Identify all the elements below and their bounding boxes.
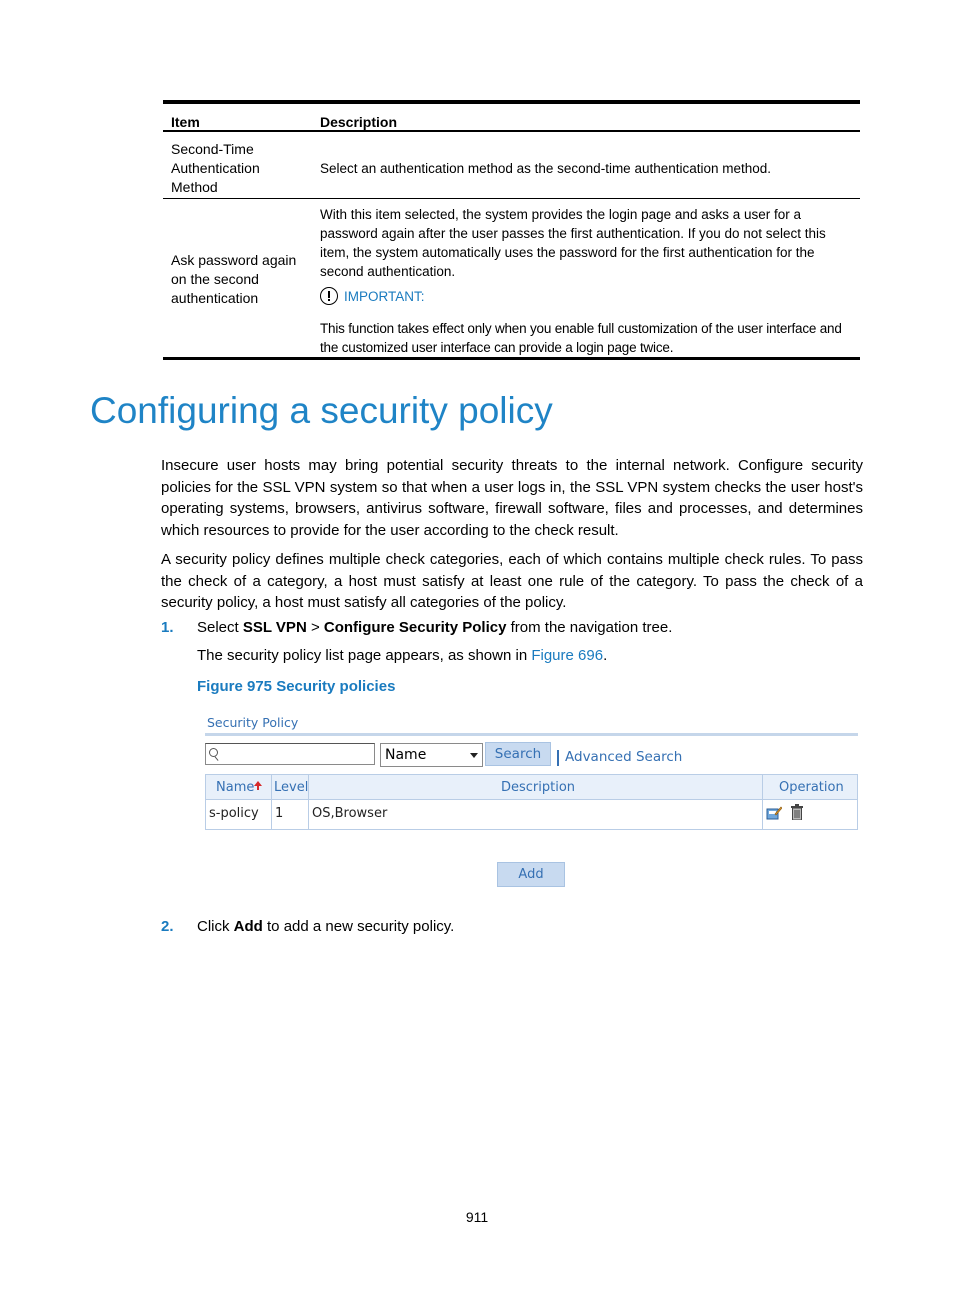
edit-icon[interactable] [766, 805, 782, 821]
header-item: Item [171, 114, 200, 130]
table-row [163, 132, 860, 199]
warning-icon [320, 287, 338, 305]
item-line: on the second [171, 271, 259, 287]
table-row [163, 199, 860, 360]
table-header [163, 104, 860, 132]
step-1 [161, 619, 672, 636]
step-text: Click [197, 918, 234, 935]
row-item [171, 251, 311, 308]
step-text: to add a new security policy. [262, 918, 455, 935]
header-description: Description [320, 114, 398, 130]
parameter-table [163, 100, 860, 360]
desc-line: item, the system automatically uses the password for the first authentication for the [320, 245, 815, 260]
advanced-search-link[interactable]: Advanced Search [565, 749, 683, 765]
column-header-name[interactable]: Name [216, 780, 255, 795]
step-text: from the navigation tree. [506, 619, 673, 636]
important-notice [320, 287, 425, 305]
desc-line: second authentication. [320, 264, 456, 279]
column-divider [271, 775, 272, 829]
desc-line: password again after the user passes the first authentication. If you do not select this [320, 226, 826, 241]
important-text [320, 319, 855, 357]
step-1-result [197, 647, 607, 664]
row-description [320, 205, 853, 281]
step-text: > [306, 619, 324, 636]
figure-caption: Figure 975 Security policies [197, 678, 396, 695]
security-policy-screenshot [205, 710, 858, 900]
step-text: . [603, 647, 608, 664]
cell-name: s-policy [209, 806, 259, 821]
chevron-down-icon [470, 753, 478, 758]
paragraph: A security policy defines multiple check categories, each of which contains multiple check rules. To pass the check of a category, a host must satisfy at least one rule of the category. To pass the check of a security policy, a host must satisfy all categories of the policy. [161, 551, 863, 611]
row-description: Select an authentication method as the second-time authentication method. [320, 161, 772, 176]
step-text: The security policy list page appears, as shown in [197, 647, 532, 664]
item-line: authentication [171, 290, 259, 306]
section-heading: Configuring a security policy [90, 390, 553, 431]
figure-link[interactable]: Figure 696 [531, 647, 604, 664]
note-line: the customized user interface can provide a login page twice. [320, 340, 674, 355]
panel-title: Security Policy [207, 715, 299, 730]
column-divider [762, 775, 763, 829]
menu-configure-security-policy: Configure Security Policy [323, 619, 507, 636]
title-rule [205, 733, 858, 736]
desc-line: With this item selected, the system provides the login page and asks a user for a [320, 207, 801, 222]
item-line: Ask password again [171, 252, 297, 268]
search-button[interactable]: Search [485, 742, 551, 766]
paragraph: Insecure user hosts may bring potential security threats to the internal network. Configure security policies for the SSL VPN system so that when a user logs in, the SSL VPN system checks the user host's operating systems, browsers, antivirus software, firewall software, files and processes, and determines which resources to provide for the user according to the check result. [161, 457, 863, 539]
note-line: This function takes effect only when you enable full customization of the user interface and [320, 321, 842, 336]
item-line: Second-Time [171, 141, 254, 157]
important-label: IMPORTANT: [344, 288, 425, 304]
search-field-select[interactable] [380, 743, 483, 767]
table-header [206, 775, 857, 800]
cell-level: 1 [275, 806, 284, 821]
cell-description: OS,Browser [312, 806, 388, 821]
column-header-description[interactable]: Description [501, 780, 576, 795]
step-2 [161, 918, 454, 935]
item-line: Method [171, 179, 218, 195]
menu-ssl-vpn: SSL VPN [242, 619, 307, 636]
add-button[interactable]: Add [497, 862, 565, 887]
search-icon [209, 748, 218, 757]
column-header-level[interactable]: Level [274, 780, 309, 795]
step-number: 1. [161, 619, 174, 636]
separator [557, 750, 559, 766]
policy-table [205, 774, 858, 830]
page-number: 911 [465, 1209, 489, 1225]
add-reference: Add [233, 918, 263, 935]
step-number: 2. [161, 918, 174, 935]
column-header-operation: Operation [779, 780, 844, 795]
search-input[interactable] [205, 743, 375, 765]
trash-icon[interactable] [791, 804, 803, 820]
step-text: Select [197, 619, 243, 636]
select-value: Name [385, 747, 427, 763]
column-divider [308, 775, 309, 829]
sort-ascending-icon [254, 781, 262, 786]
item-line: Authentication [171, 160, 260, 176]
row-item [171, 140, 311, 197]
